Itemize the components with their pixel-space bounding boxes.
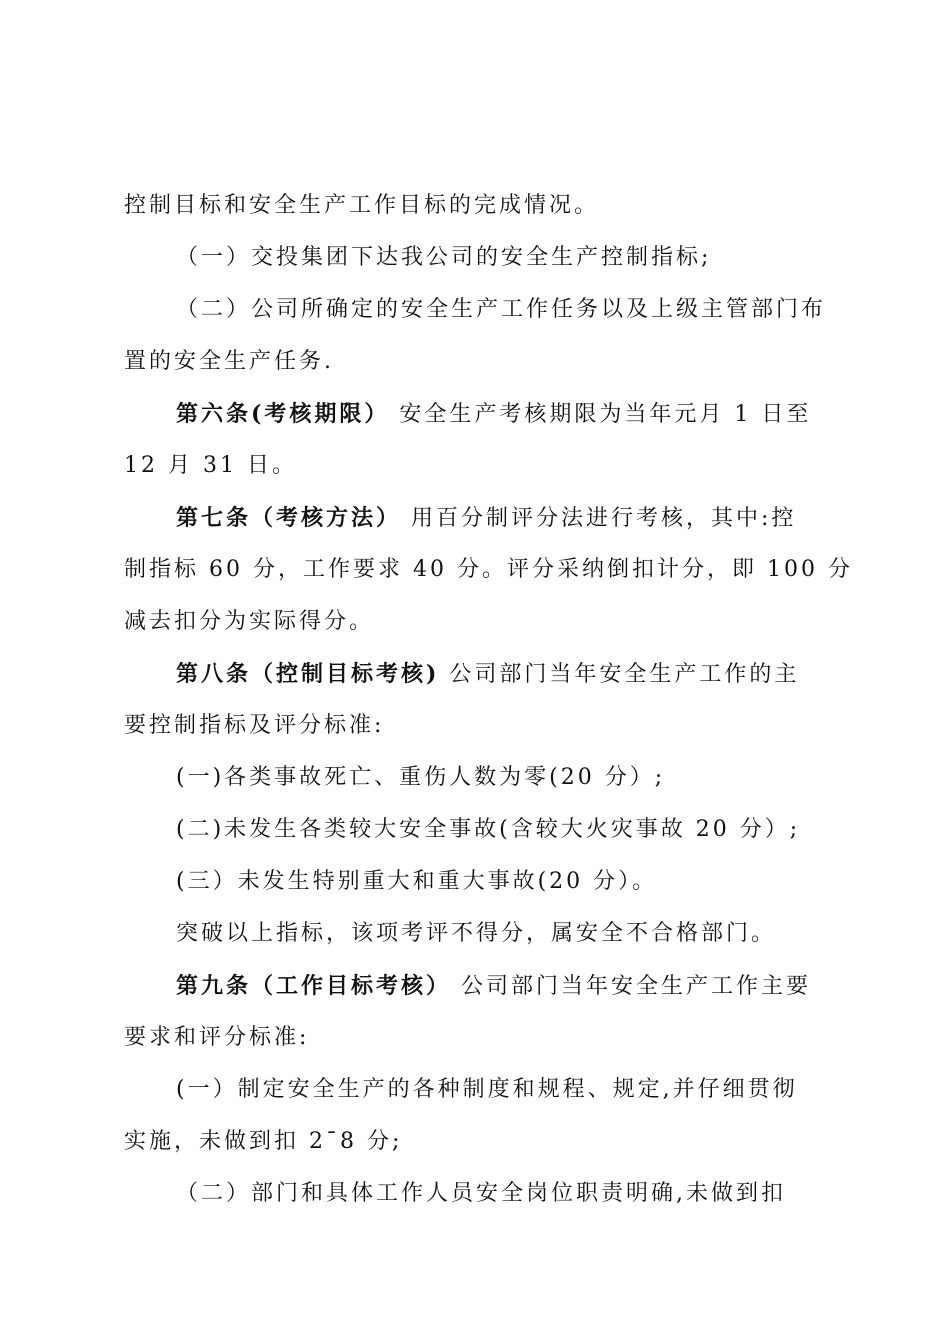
list-item: （二）部门和具体工作人员安全岗位职责明确,未做到扣 (176, 1181, 786, 1206)
article-8 (124, 648, 828, 701)
article-text: 安全生产考核期限为当年元月 1 日至 (399, 402, 812, 427)
paragraph-line: 突破以上指标，该项考评不得分，属安全不合格部门。 (176, 921, 777, 946)
list-item: (一)各类事故死亡、重伤人数为零(20 分）; (176, 765, 666, 790)
list-item: (一）制定安全生产的各种制度和规程、规定,并仔细贯彻 (176, 1077, 798, 1102)
list-item: (二)未发生各类较大安全事故(含较大火灾事故 20 分）; (176, 817, 801, 842)
article-text: 公司部门当年安全生产工作主要 (461, 974, 812, 999)
list-item: （一）交投集团下达我公司的安全生产控制指标; (176, 245, 712, 270)
paragraph-line: 减去扣分为实际得分。 (124, 609, 375, 634)
article-text: 用百分制评分法进行考核，其中:控 (411, 506, 797, 531)
article-heading: 第六条(考核期限） (176, 401, 390, 427)
paragraph-line: 制指标 60 分，工作要求 40 分。评分采纳倒扣计分，即 100 分 (124, 557, 853, 582)
article-heading: 第八条（控制目标考核) (176, 661, 440, 687)
article-7 (124, 492, 828, 545)
article-heading: 第九条（工作目标考核） (176, 973, 452, 999)
article-text: 公司部门当年安全生产工作的主 (449, 662, 800, 687)
article-9 (124, 960, 828, 1013)
paragraph-line: 实施，未做到扣 2¯8 分; (124, 1129, 403, 1154)
paragraph-line: 要控制指标及评分标准: (124, 713, 385, 738)
paragraph-line: 12 月 31 日。 (124, 453, 297, 478)
article-6 (124, 388, 828, 441)
article-heading: 第七条（考核方法） (176, 505, 402, 531)
paragraph-line: 控制目标和安全生产工作目标的完成情况。 (124, 193, 600, 218)
paragraph-line: 要求和评分标准: (124, 1025, 310, 1050)
list-item: (三）未发生特别重大和重大事故(20 分）。 (176, 869, 658, 894)
paragraph-line: 置的安全生产任务. (124, 349, 334, 374)
list-item: （二）公司所确定的安全生产工作任务以及上级主管部门布 (176, 297, 827, 322)
